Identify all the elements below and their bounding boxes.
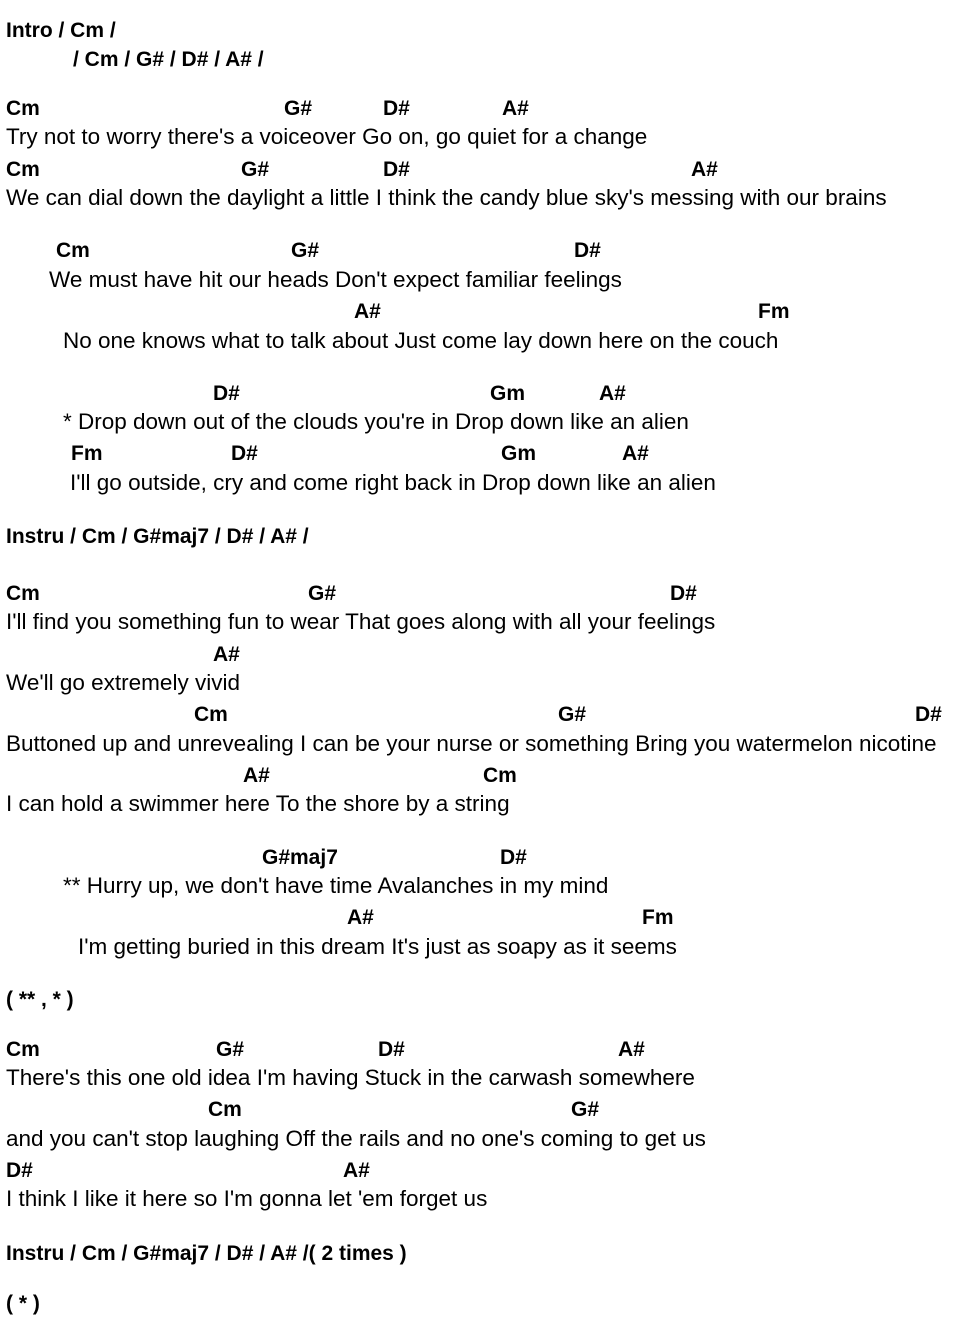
chord-label: Cm <box>56 239 90 262</box>
lyric-line: * Drop down out of the clouds you're in Drop down like an alien <box>63 409 689 434</box>
lyric-line: ** Hurry up, we don't have time Avalanches in my mind <box>63 873 609 898</box>
chord-label: Gm <box>490 382 526 405</box>
lyric-line: We must have hit our heads Don't expect familiar feelings <box>49 267 622 292</box>
chord-label: A# <box>622 442 649 465</box>
chord-label: D# <box>213 382 240 405</box>
lyric-line: I'll go outside, cry and come right back in Drop down like an alien <box>70 470 716 495</box>
chord-label: G# <box>284 97 313 120</box>
lyric-line: No one knows what to talk about Just come lay down here on the couch <box>63 328 779 353</box>
chord-label: Fm <box>642 906 674 929</box>
repeat-marker: ( * ) <box>6 1292 40 1315</box>
chord-label: A# <box>618 1038 645 1061</box>
lyric-line: I can hold a swimmer here To the shore by a string <box>6 791 510 816</box>
chord-label: G# <box>308 582 337 605</box>
lyric-line: Try not to worry there's a voiceover Go on, go quiet for a change <box>6 124 648 149</box>
chord-label: G#maj7 <box>262 846 338 869</box>
intro-line: Intro / Cm / <box>6 19 116 42</box>
chord-label: D# <box>670 582 697 605</box>
instrumental-line: Instru / Cm / G#maj7 / D# / A# /( 2 times ) <box>6 1242 407 1265</box>
chord-label: D# <box>915 703 942 726</box>
chord-label: G# <box>571 1098 600 1121</box>
chord-label: A# <box>354 300 381 323</box>
chord-label: A# <box>599 382 626 405</box>
chord-label: A# <box>347 906 374 929</box>
chord-label: Cm <box>208 1098 242 1121</box>
lyric-line: There's this one old idea I'm having Stuck in the carwash somewhere <box>6 1065 695 1090</box>
chord-label: Cm <box>6 1038 40 1061</box>
chord-label: A# <box>243 764 270 787</box>
chord-label: A# <box>343 1159 370 1182</box>
intro-progression: / Cm / G# / D# / A# / <box>73 48 264 71</box>
chord-label: D# <box>378 1038 405 1061</box>
lyric-line: We'll go extremely vivid <box>6 670 240 695</box>
chord-label: Cm <box>6 582 40 605</box>
chord-label: D# <box>383 158 410 181</box>
lyric-line: We can dial down the daylight a little I think the candy blue sky's messing with our brains <box>6 185 887 210</box>
chord-label: G# <box>558 703 587 726</box>
chord-label: Fm <box>758 300 790 323</box>
chord-label: Gm <box>501 442 537 465</box>
chord-label: Cm <box>6 158 40 181</box>
chord-label: D# <box>6 1159 33 1182</box>
instrumental-line: Instru / Cm / G#maj7 / D# / A# / <box>6 525 309 548</box>
chord-label: Cm <box>6 97 40 120</box>
chord-label: Cm <box>483 764 517 787</box>
chord-label: A# <box>502 97 529 120</box>
chord-label: D# <box>574 239 601 262</box>
lyric-line: and you can't stop laughing Off the rails and no one's coming to get us <box>6 1126 706 1151</box>
chord-label: G# <box>291 239 320 262</box>
chord-label: G# <box>216 1038 245 1061</box>
lyric-line: I think I like it here so I'm gonna let 'em forget us <box>6 1186 488 1211</box>
lyric-line: I'm getting buried in this dream It's just as soapy as it seems <box>78 934 677 959</box>
chord-label: G# <box>241 158 270 181</box>
chord-label: D# <box>500 846 527 869</box>
chord-label: Cm <box>194 703 228 726</box>
chord-label: A# <box>213 643 240 666</box>
chord-label: A# <box>691 158 718 181</box>
lyric-line: Buttoned up and unrevealing I can be your nurse or something Bring you watermelon nicotine <box>6 731 937 756</box>
chord-label: Fm <box>71 442 103 465</box>
chord-label: D# <box>383 97 410 120</box>
lyric-line: I'll find you something fun to wear That goes along with all your feelings <box>6 609 716 634</box>
repeat-marker: ( ** , * ) <box>6 988 74 1011</box>
chord-label: D# <box>231 442 258 465</box>
